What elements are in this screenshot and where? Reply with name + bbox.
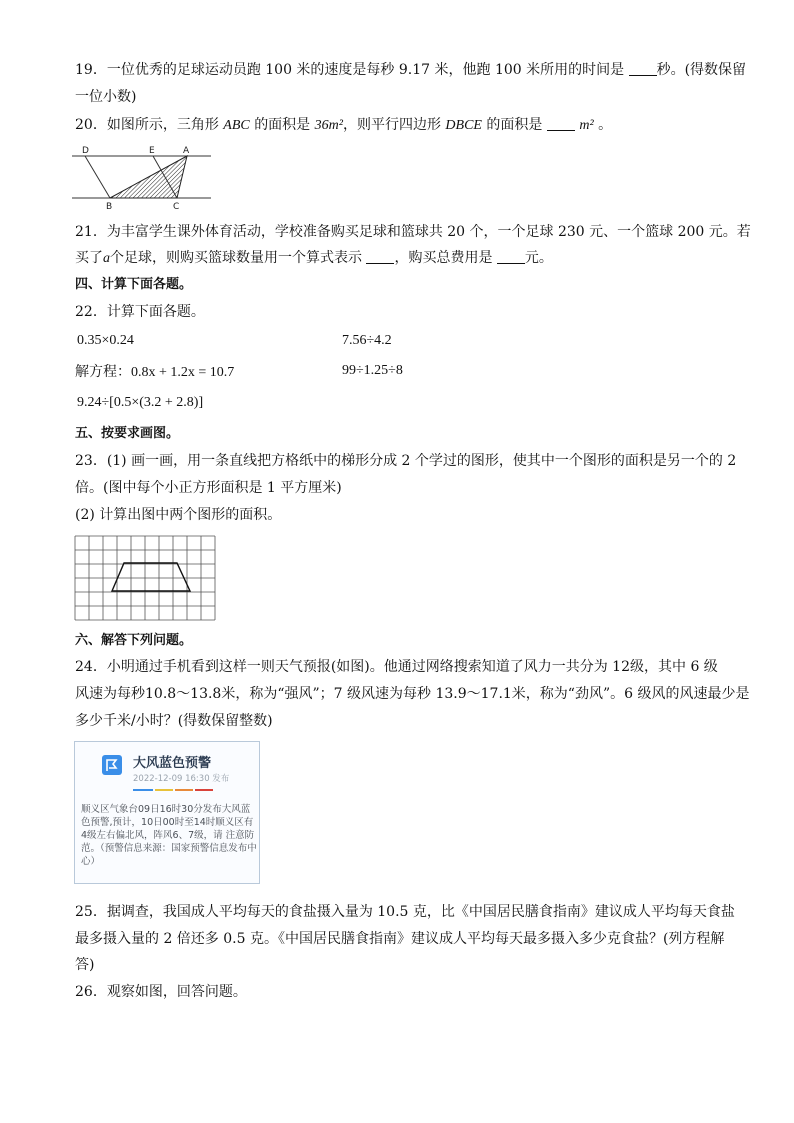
answer-blank bbox=[366, 249, 394, 264]
answer-blank bbox=[629, 61, 657, 76]
q21-line2: 买了a个足球，则购买篮球数量用一个算式表示 ，购买总费用是 元。 bbox=[75, 250, 553, 266]
weather-warning-card bbox=[74, 741, 260, 884]
warning-body: 顺义区气象台09日16时30分发布大风蓝色预警,预计，10日00时至14时顺义区有4级左右偏北风，阵风6、7级，请 注意防范。（预警信息来源：国家预警信息发布中心） bbox=[81, 804, 257, 867]
side-db bbox=[85, 156, 110, 198]
warning-date: 2022-12-09 16:30 发布 bbox=[133, 774, 230, 784]
q19-line1: 19．一位优秀的足球运动员跑 100 米的速度是每秒 9.17 米，他跑 100 米所用的时间是 秒。(得数保留 bbox=[75, 62, 747, 78]
section-6-heading: 六、解答下列问题。 bbox=[75, 633, 193, 648]
grid-trapezoid-figure bbox=[74, 535, 216, 621]
q24-line1: 24．小明通过手机看到这样一则天气预报(如图)。他通过网络搜索知道了风力一共分为 12级，其中 6 级 bbox=[75, 659, 718, 675]
q21-line1: 21．为丰富学生课外体育活动，学校准备购买足球和篮球共 20 个，一个足球 230 元、一个篮球 200 元。若 bbox=[75, 224, 751, 240]
q23-line2: 倍。(图中每个小正方形面积是 1 平方厘米) bbox=[75, 480, 342, 496]
q25-line3: 答) bbox=[75, 957, 95, 973]
level-bar-blue bbox=[133, 789, 153, 791]
q22-expr-5: 9.24÷[0.5×(3.2 + 2.8)] bbox=[77, 395, 204, 410]
label-e: E bbox=[149, 146, 155, 156]
answer-blank bbox=[547, 116, 575, 131]
q25-line1: 25．据调查，我国成人平均每天的食盐摄入量为 10.5 克，比《中国居民膳食指南》建议成人平均每天食盐 bbox=[75, 904, 735, 920]
q22-expr-1: 0.35×0.24 bbox=[77, 333, 134, 348]
label-c: C bbox=[173, 202, 180, 212]
level-bar-red bbox=[195, 789, 213, 791]
triangle-abc bbox=[110, 156, 187, 198]
section-4-heading: 四、计算下面各题。 bbox=[75, 277, 193, 292]
q25-line2: 最多摄入量的 2 倍还多 0.5 克。《中国居民膳食指南》建议成人平均每天最多摄入多少克食盐？(列方程解 bbox=[75, 931, 725, 947]
q22-expr-2: 7.56÷4.2 bbox=[342, 333, 392, 348]
level-bar-orange bbox=[175, 789, 193, 791]
q20-line: 20．如图所示，三角形 ABC 的面积是 36m²，则平行四边形 DBCE 的面积是 m² 。 bbox=[75, 117, 613, 133]
answer-blank bbox=[497, 249, 525, 264]
q22-expr-4: 99÷1.25÷8 bbox=[342, 363, 403, 378]
q23-line3: (2) 计算出图中两个图形的面积。 bbox=[75, 507, 282, 523]
q24-line2: 风速为每秒10.8～13.8米，称为“强风”；7 级风速为每秒 13.9～17.1米，称为“劲风”。6 级风的风速最少是 bbox=[75, 686, 750, 702]
q23-line1: 23．(1) 画一画，用一条直线把方格纸中的梯形分成 2 个学过的图形，使其中一个图形的面积是另一个的 2 bbox=[75, 453, 737, 469]
warning-logo-icon bbox=[102, 755, 122, 775]
level-bar-yellow bbox=[155, 789, 173, 791]
label-d: D bbox=[82, 146, 89, 156]
q22-title: 22．计算下面各题。 bbox=[75, 304, 205, 320]
warning-title: 大风蓝色预警 bbox=[133, 756, 212, 771]
section-5-heading: 五、按要求画图。 bbox=[75, 426, 180, 441]
label-b: B bbox=[106, 202, 113, 212]
parallelogram-figure bbox=[72, 144, 217, 212]
trapezoid bbox=[112, 563, 190, 591]
label-a: A bbox=[183, 146, 190, 156]
q24-line3: 多少千米/小时？(得数保留整数) bbox=[75, 713, 273, 729]
q22-expr-3: 解方程：0.8x + 1.2x = 10.7 bbox=[75, 364, 235, 380]
q19-line2: 一位小数) bbox=[75, 89, 137, 105]
q26-line: 26．观察如图，回答问题。 bbox=[75, 984, 247, 1000]
